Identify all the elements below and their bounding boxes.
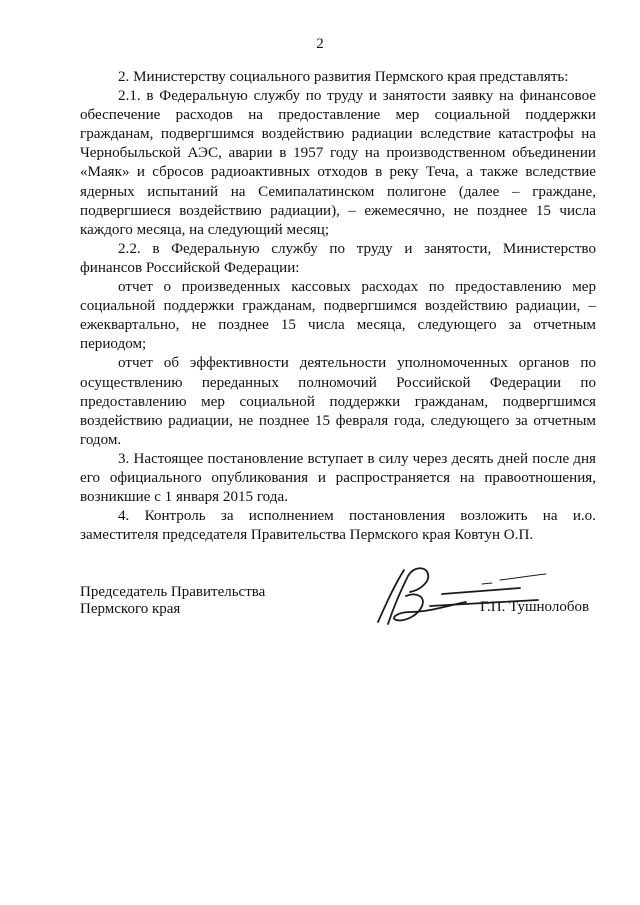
signer-title-line-2: Пермского края [80, 601, 181, 617]
paragraph-2-1: 2.1. в Федеральную службу по труду и занятости заявку на финансовое обеспечение расходов на предоставление мер социальной поддержки гражданам, подвергшимся воздействию радиации вследствие катастрофы на Чернобыльской АЭС, аварии в 1957 году на производственном объединении «Маяк» и сбросов радиоактивных отходов в реку Теча, а также вследствие ядерных испытаний на Семипалатинском полигоне (далее – граждане, подвергшиеся воздействию радиации), – ежемесячно, не позднее 15 числа каждого месяца, на следующий месяц; [80, 88, 596, 238]
paragraph-4: 4. Контроль за исполнением постановления возложить на и.о. заместителя председателя Правительства Пермского края Ковтун О.П. [80, 508, 596, 544]
signer-title [80, 584, 265, 618]
paragraph-report-cash: отчет о произведенных кассовых расходах по предоставлению мер социальной поддержки гражданам, подвергшимся воздействию радиации, – ежеквартально, не позднее 15 числа месяца, следующего за отчетным периодом; [80, 279, 596, 353]
signature-block [80, 584, 600, 644]
signer-title-line-1: Председатель Правительства [80, 584, 266, 600]
document-body [80, 68, 596, 545]
signer-name: Г.П. Тушнолобов [480, 599, 590, 615]
page-number: 2 [316, 36, 324, 52]
paragraph-3: 3. Настоящее постановление вступает в силу через десять дней после дня его официального опубликования и распространяется на правоотношения, возникшие с 1 января 2015 года. [80, 450, 596, 506]
paragraph-report-efficiency: отчет об эффективности деятельности уполномоченных органов по осуществлению переданных полномочий Российской Федерации по предоставлению мер социальной поддержки гражданам, подвергшимся воздействию радиации, не позднее 15 февраля года, следующего за отчетным годом. [80, 355, 596, 448]
paragraph-2-2: 2.2. в Федеральную службу по труду и занятости, Министерство финансов Российской Федерации: [80, 240, 596, 276]
paragraph-2: 2. Министерству социального развития Пермского края представлять: [118, 69, 569, 85]
handwritten-signature [370, 562, 570, 634]
